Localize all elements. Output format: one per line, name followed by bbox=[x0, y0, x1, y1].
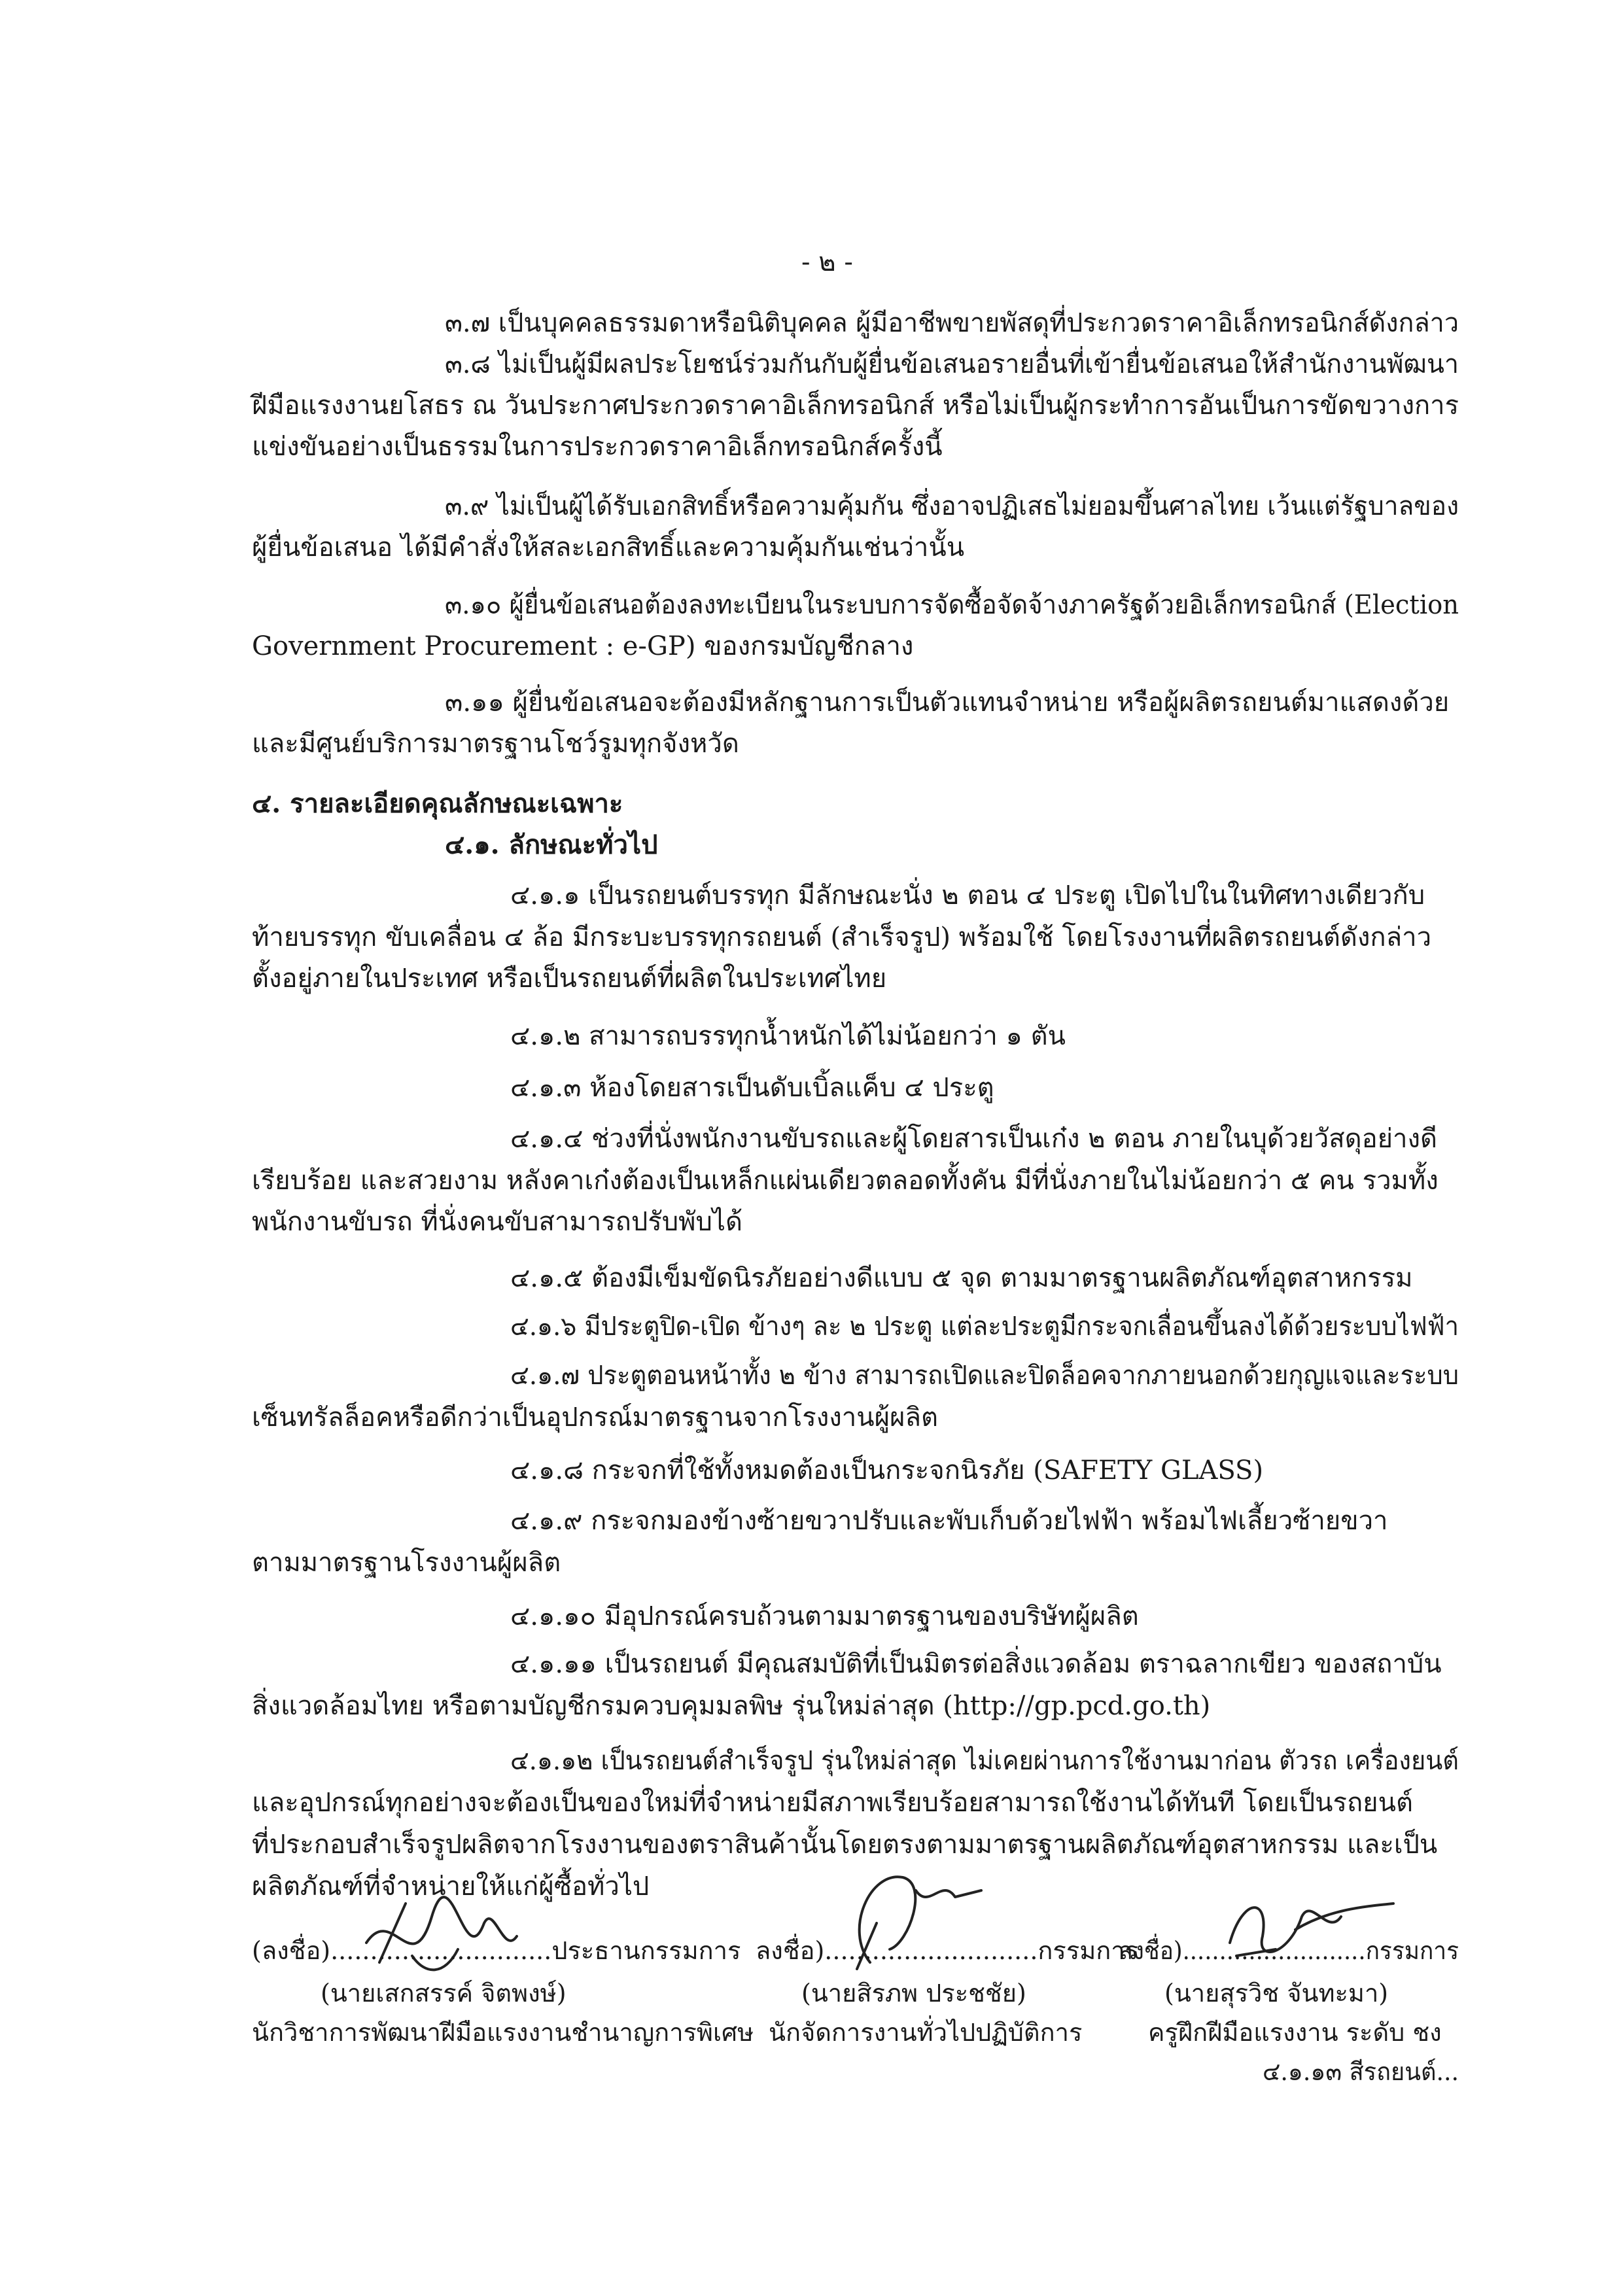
clause-4-1-1: ๔.๑.๑ เป็นรถยนต์บรรทุก มีลักษณะนั่ง ๒ ตอน ๔ ประตู เปิดไปในในทิศทางเดียวกับ bbox=[510, 880, 1425, 911]
signature-1-position: นักวิชาการพัฒนาฝีมือแรงงานชำนาญการพิเศษ bbox=[252, 2018, 754, 2047]
clause-3-11-cont: และมีศูนย์บริการมาตรฐานโชว์รูมทุกจังหวัด bbox=[252, 729, 739, 759]
page-number: - ๒ - bbox=[801, 247, 853, 277]
clause-3-8-cont: ฝีมือแรงงานยโสธร ณ วันประกาศประกวดราคาอิเล็กทรอนิกส์ หรือไม่เป็นผู้กระทำการอันเป็นการขัดขวางการ bbox=[252, 391, 1459, 421]
clause-4-1-4: ๔.๑.๔ ช่วงที่นั่งพนักงานขับรถและผู้โดยสารเป็นเก๋ง ๒ ตอน ภายในบุด้วยวัสดุอย่างดี bbox=[510, 1124, 1438, 1154]
signature-2-name: (นายสิรภพ ประชชัย) bbox=[801, 1979, 1026, 2008]
clause-4-1-1-cont: ท้ายบรรทุก ขับเคลื่อน ๔ ล้อ มีกระบะบรรทุกรถยนต์ (สำเร็จรูป) พร้อมใช้ โดยโรงงานที่ผลิตรถยนต์ดังกล่าว bbox=[252, 922, 1432, 952]
clause-4-1-9-cont: ตามมาตรฐานโรงงานผู้ผลิต bbox=[252, 1548, 561, 1578]
signature-1-line: (ลงชื่อ)............................ประธานกรรมการ bbox=[252, 1936, 741, 1965]
signature-2-line: ลงชื่อ)...........................กรรมการ bbox=[756, 1936, 1139, 1965]
section-4-heading: ๔. รายละเอียดคุณลักษณะเฉพาะ bbox=[252, 788, 623, 819]
signature-3-name: (นายสุรวิช จันทะมา) bbox=[1164, 1979, 1389, 2008]
signature-1-name: (นายเสกสรรค์ จิตพงษ์) bbox=[321, 1979, 567, 2008]
clause-4-1-3: ๔.๑.๓ ห้องโดยสารเป็นดับเบิ้ลแค็บ ๔ ประตู bbox=[510, 1073, 994, 1103]
signature-3-line: ลงชื่อ).........................กรรมการ bbox=[1119, 1936, 1459, 1965]
clause-4-1-6: ๔.๑.๖ มีประตูปิด-เปิด ข้างๆ ละ ๒ ประตู แต่ละประตูมีกระจกเลื่อนขึ้นลงได้ด้วยระบบไฟฟ้า bbox=[510, 1312, 1459, 1342]
continuation-note: ๔.๑.๑๓ สีรถยนต์... bbox=[1263, 2057, 1459, 2086]
clause-3-8-cont: แข่งขันอย่างเป็นธรรมในการประกวดราคาอิเล็กทรอนิกส์ครั้งนี้ bbox=[252, 432, 943, 462]
clause-3-7: ๓.๗ เป็นบุคคลธรรมดาหรือนิติบุคคล ผู้มีอาชีพขายพัสดุที่ประกวดราคาอิเล็กทรอนิกส์ดังกล่าว bbox=[445, 308, 1459, 338]
clause-3-9-cont: ผู้ยื่นข้อเสนอ ได้มีคำสั่งให้สละเอกสิทธิ์และความคุ้มกันเช่นว่านั้น bbox=[252, 532, 965, 563]
clause-4-1-2: ๔.๑.๒ สามารถบรรทุกน้ำหนักได้ไม่น้อยกว่า ๑ ตัน bbox=[510, 1021, 1066, 1051]
clause-4-1-12-cont: และอุปกรณ์ทุกอย่างจะต้องเป็นของใหม่ที่จำหน่ายมีสภาพเรียบร้อยสามารถใช้งานได้ทันที โดยเป็นรถยนต์ bbox=[252, 1788, 1413, 1818]
clause-4-1-9: ๔.๑.๙ กระจกมองข้างซ้ายขวาปรับและพับเก็บด้วยไฟฟ้า พร้อมไฟเลี้ยวซ้ายขวา bbox=[510, 1506, 1388, 1536]
clause-3-10: ๓.๑๐ ผู้ยื่นข้อเสนอต้องลงทะเบียนในระบบการจัดซื้อจัดจ้างภาครัฐด้วยอิเล็กทรอนิกส์ (Election bbox=[445, 590, 1459, 620]
clause-4-1-4-cont: พนักงานขับรถ ที่นั่งคนขับสามารถปรับพับได้ bbox=[252, 1207, 743, 1237]
clause-4-1-10: ๔.๑.๑๐ มีอุปกรณ์ครบถ้วนตามมาตรฐานของบริษัทผู้ผลิต bbox=[510, 1601, 1139, 1631]
clause-3-8: ๓.๘ ไม่เป็นผู้มีผลประโยชน์ร่วมกันกับผู้ยื่นข้อเสนอรายอื่นที่เข้ายื่นข้อเสนอให้สำนักงานพัฒนา bbox=[445, 349, 1459, 379]
clause-4-1-11: ๔.๑.๑๑ เป็นรถยนต์ มีคุณสมบัติที่เป็นมิตรต่อสิ่งแวดล้อม ตราฉลากเขียว ของสถาบัน bbox=[510, 1649, 1442, 1679]
clause-4-1-11-cont: สิ่งแวดล้อมไทย หรือตามบัญชีกรมควบคุมมลพิษ รุ่นใหม่ล่าสุด (http://gp.pcd.go.th) bbox=[252, 1691, 1211, 1721]
clause-4-1-12-cont: ผลิตภัณฑ์ที่จำหน่ายให้แก่ผู้ซื้อทั่วไป bbox=[252, 1871, 650, 1902]
clause-3-9: ๓.๙ ไม่เป็นผู้ได้รับเอกสิทธิ์หรือความคุ้มกัน ซึ่งอาจปฏิเสธไม่ยอมขึ้นศาลไทย เว้นแต่รัฐบาลของ bbox=[445, 491, 1459, 521]
clause-4-1-12: ๔.๑.๑๒ เป็นรถยนต์สำเร็จรูป รุ่นใหม่ล่าสุด ไม่เคยผ่านการใช้งานมาก่อน ตัวรถ เครื่องยนต์ bbox=[510, 1746, 1459, 1776]
clause-4-1-7: ๔.๑.๗ ประตูตอนหน้าทั้ง ๒ ข้าง สามารถเปิดและปิดล็อคจากภายนอกด้วยกุญแจและระบบ bbox=[510, 1361, 1459, 1391]
clause-4-1-8: ๔.๑.๘ กระจกที่ใช้ทั้งหมดต้องเป็นกระจกนิรภัย (SAFETY GLASS) bbox=[510, 1455, 1264, 1486]
section-4-1-heading: ๔.๑. ลักษณะทั่วไป bbox=[445, 829, 658, 860]
clause-4-1-12-cont: ที่ประกอบสำเร็จรูปผลิตจากโรงงานของตราสินค้านั้นโดยตรงตามมาตรฐานผลิตภัณฑ์อุตสาหกรรม และเป็น bbox=[252, 1830, 1438, 1860]
signature-3-position: ครูฝึกฝีมือแรงงาน ระดับ ชง bbox=[1148, 2018, 1442, 2047]
clause-4-1-7-cont: เซ็นทรัลล็อคหรือดีกว่าเป็นอุปกรณ์มาตรฐานจากโรงงานผู้ผลิต bbox=[252, 1402, 938, 1433]
clause-4-1-1-cont: ตั้งอยู่ภายในประเทศ หรือเป็นรถยนต์ที่ผลิตในประเทศไทย bbox=[252, 964, 887, 994]
clause-3-11: ๓.๑๑ ผู้ยื่นข้อเสนอจะต้องมีหลักฐานการเป็นตัวแทนจำหน่าย หรือผู้ผลิตรถยนต์มาแสดงด้วย bbox=[445, 687, 1450, 718]
signature-2-position: นักจัดการงานทั่วไปปฏิบัติการ bbox=[769, 2018, 1083, 2047]
clause-3-10-cont: Government Procurement : e-GP) ของกรมบัญชีกลาง bbox=[252, 631, 914, 661]
clause-4-1-5: ๔.๑.๕ ต้องมีเข็มขัดนิรภัยอย่างดีแบบ ๕ จุด ตามมาตรฐานผลิตภัณฑ์อุตสาหกรรม bbox=[510, 1263, 1413, 1293]
clause-4-1-4-cont: เรียบร้อย และสวยงาม หลังคาเก๋งต้องเป็นเหล็กแผ่นเดียวตลอดทั้งคัน มีที่นั่งภายในไม่น้อยกว่า ๕ คน รวมทั้ง bbox=[252, 1166, 1439, 1196]
